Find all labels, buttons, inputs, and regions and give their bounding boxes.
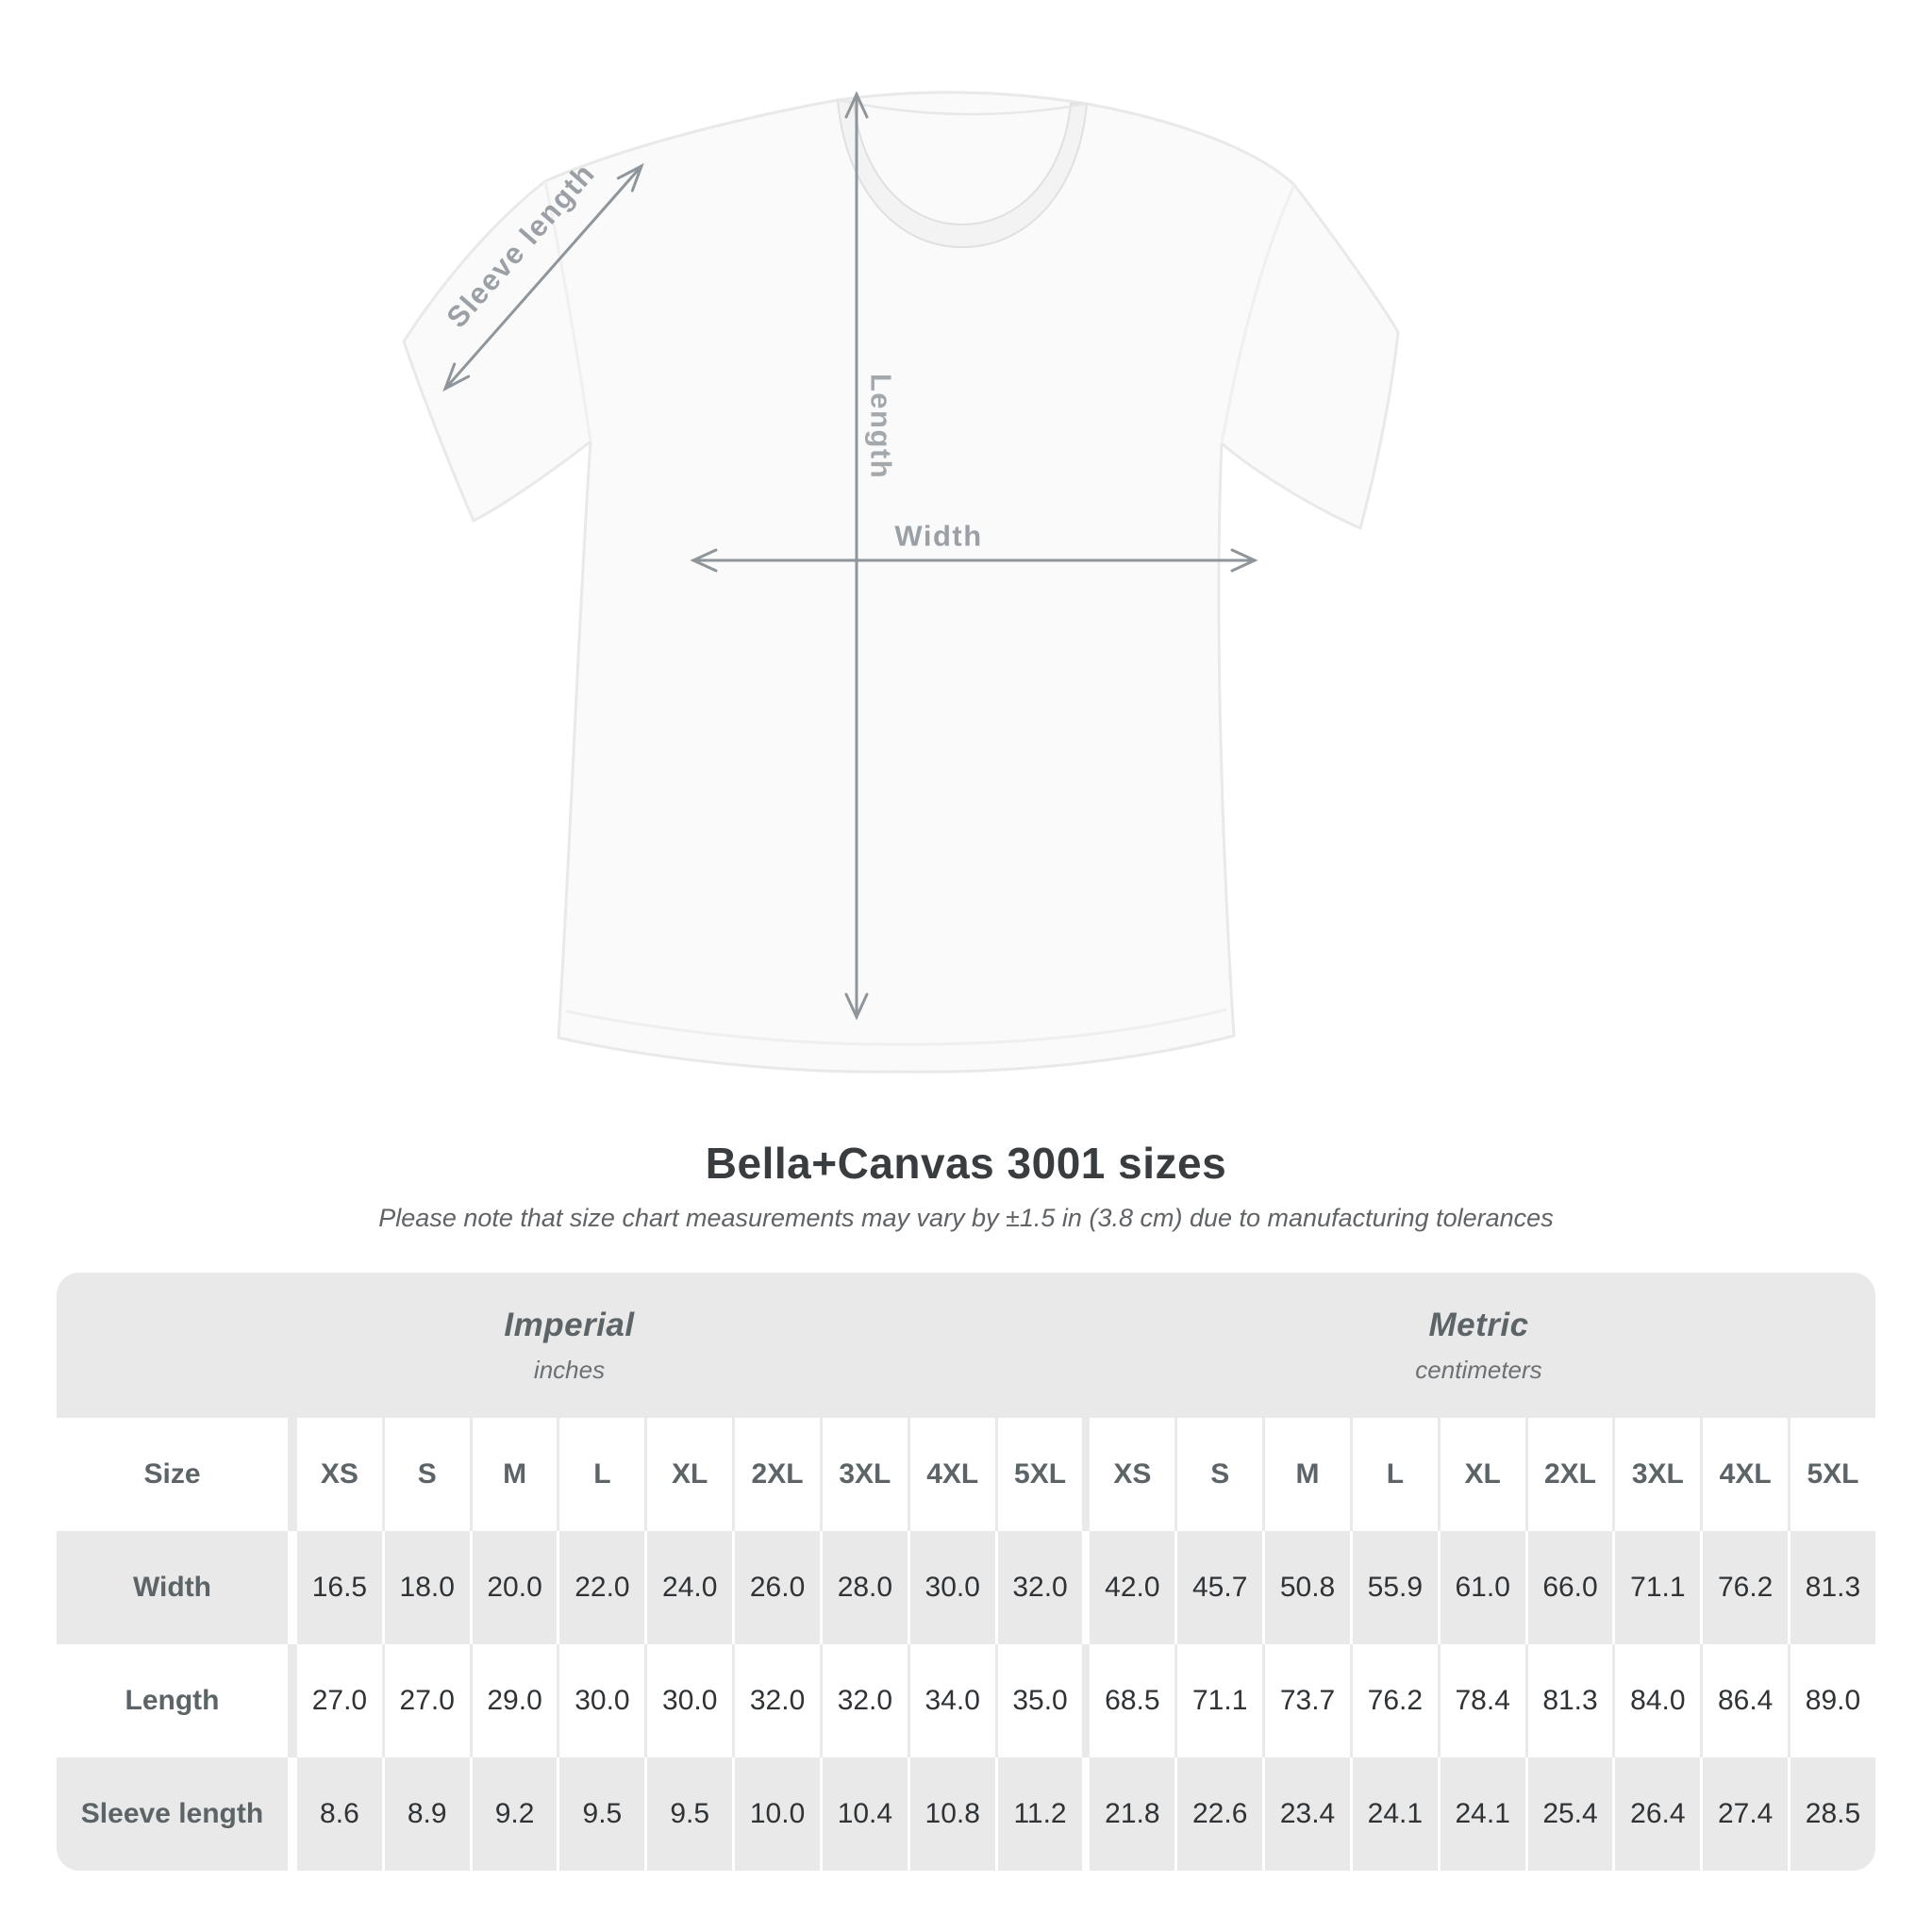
table-cell-imperial: 29.0 [473,1644,558,1757]
sleeve-length-label: Sleeve length [440,157,602,334]
page-title: Bella+Canvas 3001 sizes [705,1139,1227,1188]
size-header-label: Size [57,1418,288,1531]
table-cell-imperial: 32.0 [823,1644,908,1757]
table-cell-imperial: 11.2 [998,1757,1083,1871]
table-cell-metric: 26.4 [1615,1757,1700,1871]
table-cell-metric: 81.3 [1790,1531,1875,1644]
table-cell-metric: 78.4 [1441,1644,1525,1757]
table-cell-imperial: 35.0 [998,1644,1083,1757]
imperial-header [57,1273,1082,1418]
row-label: Length [57,1644,288,1757]
table-cell-metric: 84.0 [1615,1644,1700,1757]
size-header-row [57,1418,1875,1531]
size-col-header-metric: 3XL [1615,1418,1700,1531]
table-cell-imperial: 9.5 [559,1757,644,1871]
table-row-sleeve-length [57,1757,1875,1871]
table-cell-imperial: 30.0 [910,1531,995,1644]
size-col-header-imperial: XS [297,1418,382,1531]
size-col-header-imperial: XL [647,1418,732,1531]
table-cell-metric: 89.0 [1790,1644,1875,1757]
metric-unit: centimeters [1415,1355,1542,1384]
metric-header [1082,1273,1875,1418]
size-chart-table [57,1273,1875,1871]
table-cell-metric: 73.7 [1265,1644,1350,1757]
size-col-header-imperial: M [473,1418,558,1531]
table-cell-metric: 23.4 [1265,1757,1350,1871]
table-cell-metric: 25.4 [1528,1757,1613,1871]
table-cell-imperial: 9.2 [473,1757,558,1871]
table-cell-imperial: 30.0 [559,1644,644,1757]
table-cell-metric: 28.5 [1790,1757,1875,1871]
size-col-header-imperial: L [559,1418,644,1531]
table-cell-imperial: 20.0 [473,1531,558,1644]
table-cell-metric: 24.1 [1441,1757,1525,1871]
table-cell-imperial: 28.0 [823,1531,908,1644]
size-col-header-metric: XS [1090,1418,1174,1531]
length-label: Length [864,373,898,480]
table-cell-metric: 86.4 [1703,1644,1788,1757]
row-label: Width [57,1531,288,1644]
table-cell-metric: 71.1 [1177,1644,1262,1757]
table-cell-metric: 76.2 [1703,1531,1788,1644]
width-label: Width [894,519,983,553]
table-cell-imperial: 26.0 [735,1531,820,1644]
size-col-header-imperial: 2XL [735,1418,820,1531]
table-cell-imperial: 10.4 [823,1757,908,1871]
unit-header-band [57,1273,1875,1418]
table-cell-metric: 76.2 [1353,1644,1438,1757]
size-col-header-imperial: S [385,1418,470,1531]
metric-title: Metric [1428,1306,1529,1343]
table-cell-imperial: 32.0 [735,1644,820,1757]
size-col-header-metric: 4XL [1703,1418,1788,1531]
table-rows [57,1418,1875,1871]
table-cell-imperial: 10.8 [910,1757,995,1871]
size-col-header-metric: M [1265,1418,1350,1531]
size-col-header-metric: 2XL [1528,1418,1613,1531]
table-cell-metric: 42.0 [1090,1531,1174,1644]
table-cell-imperial: 22.0 [559,1531,644,1644]
tshirt-image [404,92,1398,1072]
tolerance-note: Please note that size chart measurements may vary by ±1.5 in (3.8 cm) due to manufacturing tolerances [378,1204,1554,1232]
table-cell-metric: 81.3 [1528,1644,1613,1757]
table-cell-imperial: 10.0 [735,1757,820,1871]
table-cell-metric: 61.0 [1441,1531,1525,1644]
size-col-header-metric: L [1353,1418,1438,1531]
table-cell-imperial: 32.0 [998,1531,1083,1644]
row-label: Sleeve length [57,1757,288,1871]
size-col-header-metric: S [1177,1418,1262,1531]
size-col-header-imperial: 3XL [823,1418,908,1531]
table-cell-imperial: 30.0 [647,1644,732,1757]
table-row-length [57,1644,1875,1757]
table-cell-metric: 27.4 [1703,1757,1788,1871]
table-cell-imperial: 18.0 [385,1531,470,1644]
size-col-header-metric: 5XL [1790,1418,1875,1531]
table-cell-metric: 71.1 [1615,1531,1700,1644]
table-cell-imperial: 27.0 [297,1644,382,1757]
size-col-header-imperial: 5XL [998,1418,1083,1531]
table-cell-metric: 21.8 [1090,1757,1174,1871]
table-cell-imperial: 8.6 [297,1757,382,1871]
table-cell-metric: 45.7 [1177,1531,1262,1644]
table-cell-imperial: 24.0 [647,1531,732,1644]
imperial-unit: inches [533,1355,606,1384]
table-cell-imperial: 27.0 [385,1644,470,1757]
table-cell-metric: 24.1 [1353,1757,1438,1871]
table-cell-metric: 50.8 [1265,1531,1350,1644]
size-col-header-imperial: 4XL [910,1418,995,1531]
imperial-title: Imperial [504,1306,635,1343]
table-cell-metric: 22.6 [1177,1757,1262,1871]
table-cell-metric: 68.5 [1090,1644,1174,1757]
table-cell-metric: 55.9 [1353,1531,1438,1644]
table-cell-metric: 66.0 [1528,1531,1613,1644]
size-col-header-metric: XL [1441,1418,1525,1531]
table-row-width [57,1531,1875,1644]
table-cell-imperial: 16.5 [297,1531,382,1644]
table-cell-imperial: 34.0 [910,1644,995,1757]
table-cell-imperial: 9.5 [647,1757,732,1871]
table-cell-imperial: 8.9 [385,1757,470,1871]
